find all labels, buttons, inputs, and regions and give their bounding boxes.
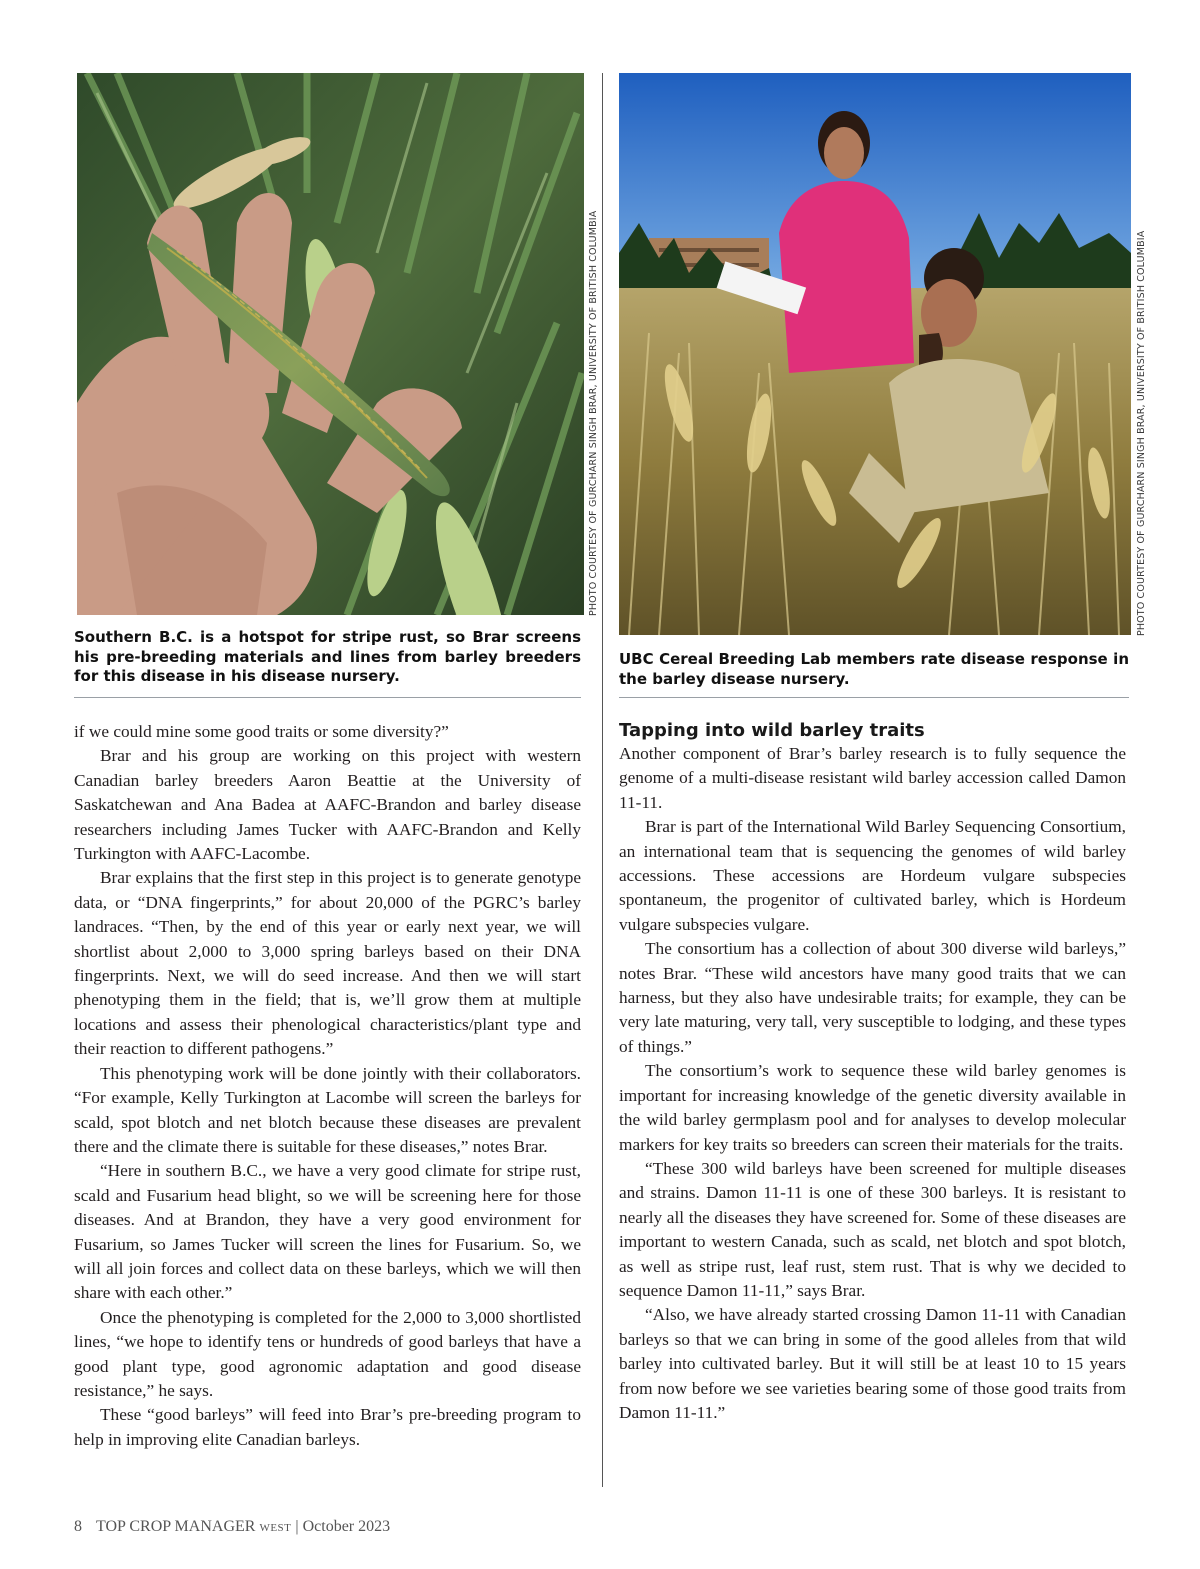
left-photo-credit: PHOTO COURTESY OF GURCHARN SINGH BRAR, UNIVERSITY OF BRITISH COLUMBIA [588, 210, 599, 616]
footer-separator: | [295, 1518, 299, 1535]
article-right-column [619, 720, 1126, 1425]
article-paragraph: if we could mine some good traits or some diversity?” [74, 722, 449, 741]
right-photo-credit: PHOTO COURTESY OF GURCHARN SINGH BRAR, UNIVERSITY OF BRITISH COLUMBIA [1136, 230, 1147, 636]
article-paragraph: This phenotyping work will be done jointly with their collaborators. “For example, Kelly Turkington at Lacombe will screen the barleys for scald, spot blotch and net blotch because these diseases are prevalent there and the climate there is suitable for these diseases,” notes Brar. [74, 1063, 581, 1156]
column-divider [602, 73, 603, 1487]
issue-date: October 2023 [302, 1518, 391, 1535]
article-paragraph: Brar and his group are working on this project with western Canadian barley breeders Aaron Beattie at the University of Saskatchewan and Ana Badea at AAFC-Brandon and barley disease researchers including James Tucker with AAFC-Brandon and Kelly Turkington with AAFC-Lacombe. [74, 746, 581, 864]
article-paragraph: Another component of Brar’s barley research is to fully sequence the genome of a multi-disease resistant wild barley accession called Damon 11-11. [619, 744, 1126, 812]
left-photo-caption: Southern B.C. is a hotspot for stripe rust, so Brar screens his pre-breeding materials and lines from barley breeders for this disease in his disease nursery. [74, 628, 581, 685]
nursery-photo [619, 73, 1131, 635]
article-paragraph: “These 300 wild barleys have been screened for multiple diseases and strains. Damon 11-11 is one of these 300 barleys. It is resistant to nearly all the diseases they have screened for. Some of these diseases are important to western Canada, such as scald, net blotch and spot blotch, as well as stripe rust, leaf rust, stem rust. That is why we decided to sequence Damon 11-11,” says Brar. [619, 1158, 1126, 1300]
article-paragraph: Brar is part of the International Wild Barley Sequencing Consortium, an international team that is sequencing the genomes of wild barley accessions. These accessions are Hordeum vulgare subspecies spontaneum, the progenitor of cultivated barley, which is Hordeum vulgare subspecies vulgare. [619, 817, 1126, 934]
article-paragraph: Once the phenotyping is completed for the 2,000 to 3,000 shortlisted lines, “we hope to identify tens or hundreds of good barleys that have a good plant type, good agronomic adaptation and good disease resistance,” he says. [74, 1307, 581, 1400]
article-paragraph: Brar explains that the first step in this project is to generate genotype data, or “DNA fingerprints,” for about 20,000 of the PGRC’s barley landraces. “Then, by the end of this year or early next year, we will shortlist about 2,000 to 3,000 spring barleys based on their DNA fingerprints. Next, we will do seed increase. And then we will start phenotyping them in the field; that is, we’ll grow them at multiple locations and assess their phenological characteristics/plant type and their reaction to different pathogens.” [74, 868, 581, 1059]
article-paragraph: The consortium has a collection of about 300 diverse wild barleys,” notes Brar. “These wild ancestors have many good traits that we can harness, but they also have undesirable traits; for example, they can be very late maturing, very tall, very susceptible to lodging, and these types of things.” [619, 939, 1126, 1056]
article-paragraph: The consortium’s work to sequence these wild barley genomes is important for increasing knowledge of the genetic diversity available in the wild barley germplasm pool and for analyses to develop molecular markers for key traits so breeders can screen their materials for the traits. [619, 1061, 1126, 1154]
left-caption-rule [74, 697, 581, 698]
right-photo-caption: UBC Cereal Breeding Lab members rate disease response in the barley disease nursery. [619, 650, 1129, 688]
stripe-rust-photo [77, 73, 584, 615]
right-caption-rule [619, 697, 1129, 698]
article-paragraph: “Also, we have already started crossing Damon 11-11 with Canadian barleys so that we can bring in some of the good alleles from that wild barley into cultivated barley. But it will still be at least 10 to 15 years from now before we see varieties bearing some of those good traits from Damon 11-11.” [619, 1305, 1126, 1422]
publication-name: TOP CROP MANAGER [96, 1518, 256, 1535]
page-footer [74, 1518, 390, 1536]
article-left-column [74, 720, 581, 1452]
publication-edition: WEST [259, 1522, 292, 1534]
page-number: 8 [74, 1518, 82, 1535]
article-paragraph: “Here in southern B.C., we have a very good climate for stripe rust, scald and Fusarium head blight, so we will be screening here for those diseases. And at Brandon, they have a very good environment for Fusarium, so James Tucker will screen the lines for Fusarium. So, we will all join forces and collect data on these barleys, which we will then share with each other.” [74, 1161, 581, 1303]
section-heading: Tapping into wild barley traits [619, 720, 925, 741]
article-paragraph: These “good barleys” will feed into Brar’s pre-breeding program to help in improving elite Canadian barleys. [74, 1405, 581, 1449]
